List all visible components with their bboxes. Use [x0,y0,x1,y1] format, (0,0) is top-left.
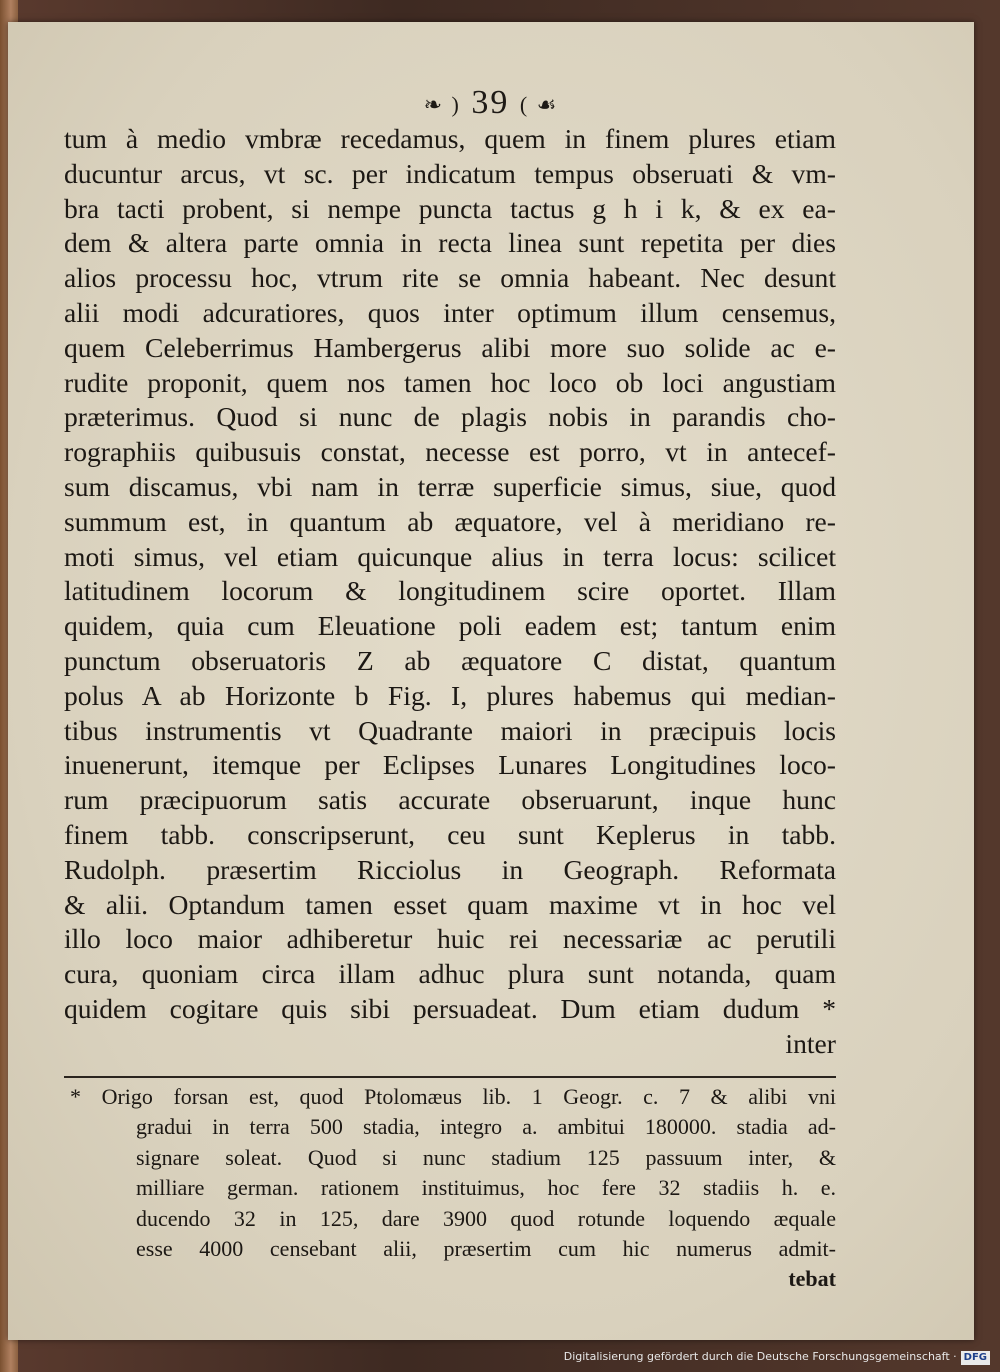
catchword: inter [785,1027,836,1059]
text-line: tum à medio vmbræ recedamus, quem in finem plures etiam [64,123,836,154]
text-line: alios processu hoc, vtrum rite se omnia habeant. Nec desunt [64,262,836,294]
header-left-ornament: ❧ ) [423,92,461,118]
credit-text: Digitalisierung gefördert durch die Deutsche Forschungsgemeinschaft · [563,1350,957,1363]
text-line: illo loco maior adhiberetur huic rei necessariæ ac perutili [64,923,836,955]
text-line: sum discamus, vbi nam in terræ superficie simus, siue, quod [64,470,836,502]
text-line: bra tacti probent, si nempe puncta tactus g h i k, & ex ea- [64,192,836,224]
text-line: latitudinem locorum & longitudinem scire oportet. Illam [64,575,836,607]
text-line: quidem, quia cum Eleuatione poli eadem est; tantum enim [64,610,836,642]
text-line: præterimus. Quod si nunc de plagis nobis in parandis cho- [64,401,836,433]
footnote-catchword: tebat [788,1266,836,1292]
footnote-line: * Origo forsan est, quod Ptolomæus lib. 1 Geogr. c. 7 & alibi vni [70,1084,836,1109]
text-line: summum est, in quantum ab æquatore, vel à meridiano re- [64,505,836,537]
text-line: moti simus, vel etiam quicunque alius in terra locus: scilicet [64,540,836,572]
footnote-rule [64,1076,836,1078]
footnote-line: signare soleat. Quod si nunc stadium 125 passuum inter, & [136,1144,836,1170]
text-line: cura, quoniam circa illam adhuc plura sunt notanda, quam [64,958,836,990]
main-text [64,122,836,1062]
dfg-logo: DFG [961,1351,990,1365]
text-line: rum præcipuorum satis accurate obseruarunt, inque hunc [64,784,836,816]
page-number: 39 [471,84,510,121]
footnote-line: milliare german. rationem instituimus, hoc fere 32 stadiis h. e. [136,1175,836,1201]
text-line: dem & altera parte omnia in recta linea sunt repetita per dies [64,227,836,259]
text-line: ducuntur arcus, vt sc. per indicatum tempus obseruati & vm- [64,157,836,189]
footnote-line: gradui in terra 500 stadia, integro a. ambitui 180000. stadia ad- [136,1114,836,1140]
footnote-line: esse 4000 censebant alii, præsertim cum hic numerus admit- [136,1235,836,1261]
text-line: finem tabb. conscripserunt, ceu sunt Keplerus in tabb. [64,818,836,850]
text-line: Rudolph. præsertim Ricciolus in Geograph. Reformata [64,853,836,885]
text-line: rudite proponit, quem nos tamen hoc loco ob loci angustiam [64,366,836,398]
text-line: rographiis quibusuis constat, necesse est porro, vt in antecef- [64,436,836,468]
text-line: polus A ab Horizonte b Fig. I, plures habemus qui median- [64,679,836,711]
text-line: quem Celeberrimus Hambergerus alibi more suo solide ac e- [64,331,836,363]
book-page [8,22,974,1340]
text-line: tibus instrumentis vt Quadrante maiori in præcipuis locis [64,714,836,746]
text-line: quidem cogitare quis sibi persuadeat. Dum etiam dudum * [64,992,836,1024]
text-line: inuenerunt, itemque per Eclipses Lunares Longitudines loco- [64,749,836,781]
footnote [64,1082,836,1295]
footnote-line: ducendo 32 in 125, dare 3900 quod rotunde loquendo æquale [136,1205,836,1231]
digitization-credit [560,1350,990,1368]
header-right-ornament: ( ☙ [519,92,559,118]
text-line: punctum obseruatoris Z ab æquatore C distat, quantum [64,644,836,676]
page-header [8,84,974,122]
text-line: alii modi adcuratiores, quos inter optimum illum censemus, [64,296,836,328]
text-line: & alii. Optandum tamen esset quam maxime vt in hoc vel [64,888,836,920]
